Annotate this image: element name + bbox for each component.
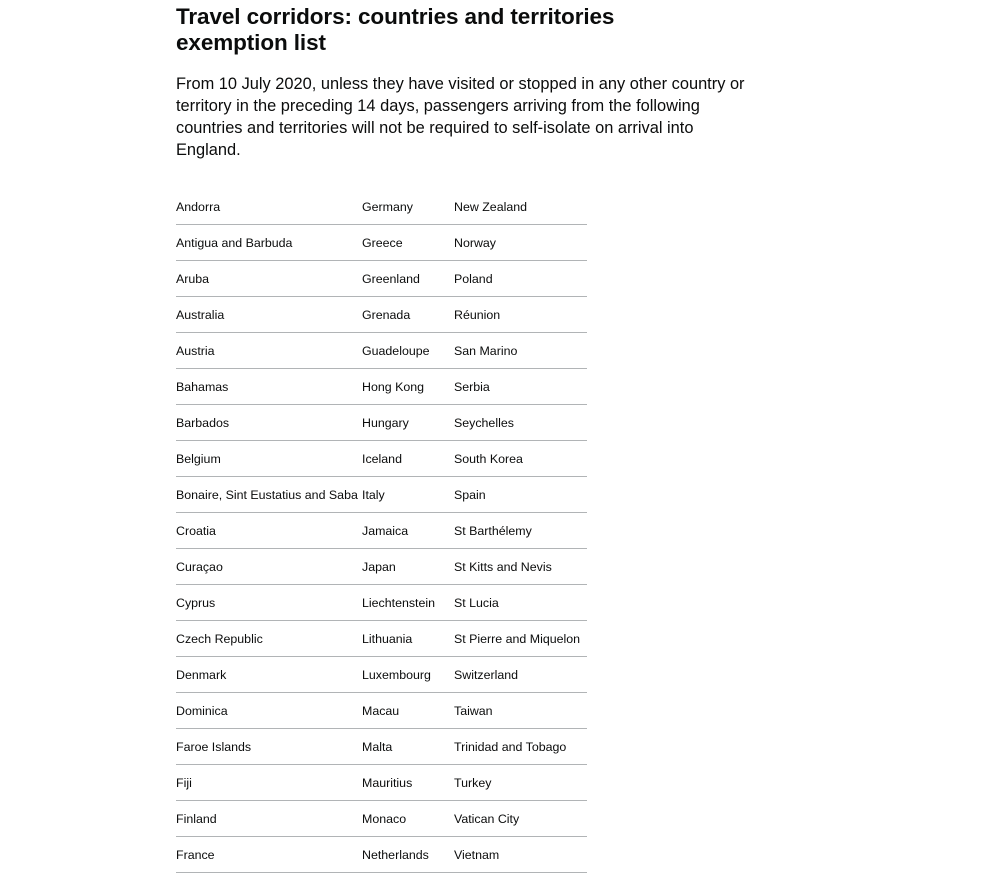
country-cell: St Lucia (454, 585, 587, 621)
main-content (176, 4, 776, 873)
country-cell: Liechtenstein (362, 585, 454, 621)
country-cell: Australia (176, 297, 362, 333)
country-cell: Finland (176, 801, 362, 837)
country-cell: France (176, 837, 362, 873)
country-cell: Cyprus (176, 585, 362, 621)
country-cell: South Korea (454, 441, 587, 477)
table-row (176, 225, 587, 261)
country-cell: Luxembourg (362, 657, 454, 693)
table-row (176, 189, 587, 225)
table-row (176, 333, 587, 369)
table-row (176, 513, 587, 549)
table-row (176, 405, 587, 441)
country-cell: Poland (454, 261, 587, 297)
table-row (176, 585, 587, 621)
country-cell: Switzerland (454, 657, 587, 693)
country-cell: Lithuania (362, 621, 454, 657)
country-cell: Fiji (176, 765, 362, 801)
country-cell: Réunion (454, 297, 587, 333)
country-cell: Serbia (454, 369, 587, 405)
country-cell: Croatia (176, 513, 362, 549)
table-row (176, 693, 587, 729)
table-row (176, 369, 587, 405)
country-cell: Barbados (176, 405, 362, 441)
country-cell: Vietnam (454, 837, 587, 873)
country-cell: Greece (362, 225, 454, 261)
table-row (176, 837, 587, 873)
country-cell: Denmark (176, 657, 362, 693)
exemption-table-body (176, 189, 587, 873)
table-row (176, 657, 587, 693)
country-cell: Monaco (362, 801, 454, 837)
country-cell: Faroe Islands (176, 729, 362, 765)
country-cell: New Zealand (454, 189, 587, 225)
table-row (176, 621, 587, 657)
country-cell: Guadeloupe (362, 333, 454, 369)
country-cell: Taiwan (454, 693, 587, 729)
country-cell: Greenland (362, 261, 454, 297)
table-row (176, 477, 587, 513)
table-row (176, 261, 587, 297)
country-cell: Turkey (454, 765, 587, 801)
country-cell: Norway (454, 225, 587, 261)
page-title: Travel corridors: countries and territories exemption list (176, 4, 615, 55)
country-cell: Macau (362, 693, 454, 729)
country-cell: Curaçao (176, 549, 362, 585)
country-cell: Italy (362, 477, 454, 513)
country-cell: Mauritius (362, 765, 454, 801)
table-row (176, 765, 587, 801)
country-cell: Austria (176, 333, 362, 369)
exemption-table (176, 189, 587, 873)
country-cell: Antigua and Barbuda (176, 225, 362, 261)
intro-paragraph: From 10 July 2020, unless they have visited or stopped in any other country or territory in the preceding 14 days, passengers arriving from the following countries and territories will not be required to self-isolate on arrival into England. (176, 75, 745, 159)
country-cell: St Barthélemy (454, 513, 587, 549)
table-row (176, 729, 587, 765)
country-cell: Aruba (176, 261, 362, 297)
table-row (176, 801, 587, 837)
country-cell: Grenada (362, 297, 454, 333)
country-cell: Trinidad and Tobago (454, 729, 587, 765)
country-cell: Vatican City (454, 801, 587, 837)
country-cell: San Marino (454, 333, 587, 369)
country-cell: Hong Kong (362, 369, 454, 405)
country-cell: Bahamas (176, 369, 362, 405)
country-cell: Jamaica (362, 513, 454, 549)
country-cell: Belgium (176, 441, 362, 477)
table-row (176, 297, 587, 333)
country-cell: Dominica (176, 693, 362, 729)
country-cell: Hungary (362, 405, 454, 441)
country-cell: Czech Republic (176, 621, 362, 657)
country-cell: Spain (454, 477, 587, 513)
country-cell: Bonaire, Sint Eustatius and Saba (176, 477, 362, 513)
country-cell: Japan (362, 549, 454, 585)
country-cell: St Kitts and Nevis (454, 549, 587, 585)
country-cell: Seychelles (454, 405, 587, 441)
country-cell: Iceland (362, 441, 454, 477)
table-row (176, 549, 587, 585)
table-row (176, 441, 587, 477)
country-cell: Malta (362, 729, 454, 765)
country-cell: Netherlands (362, 837, 454, 873)
country-cell: St Pierre and Miquelon (454, 621, 587, 657)
country-cell: Germany (362, 189, 454, 225)
country-cell: Andorra (176, 189, 362, 225)
